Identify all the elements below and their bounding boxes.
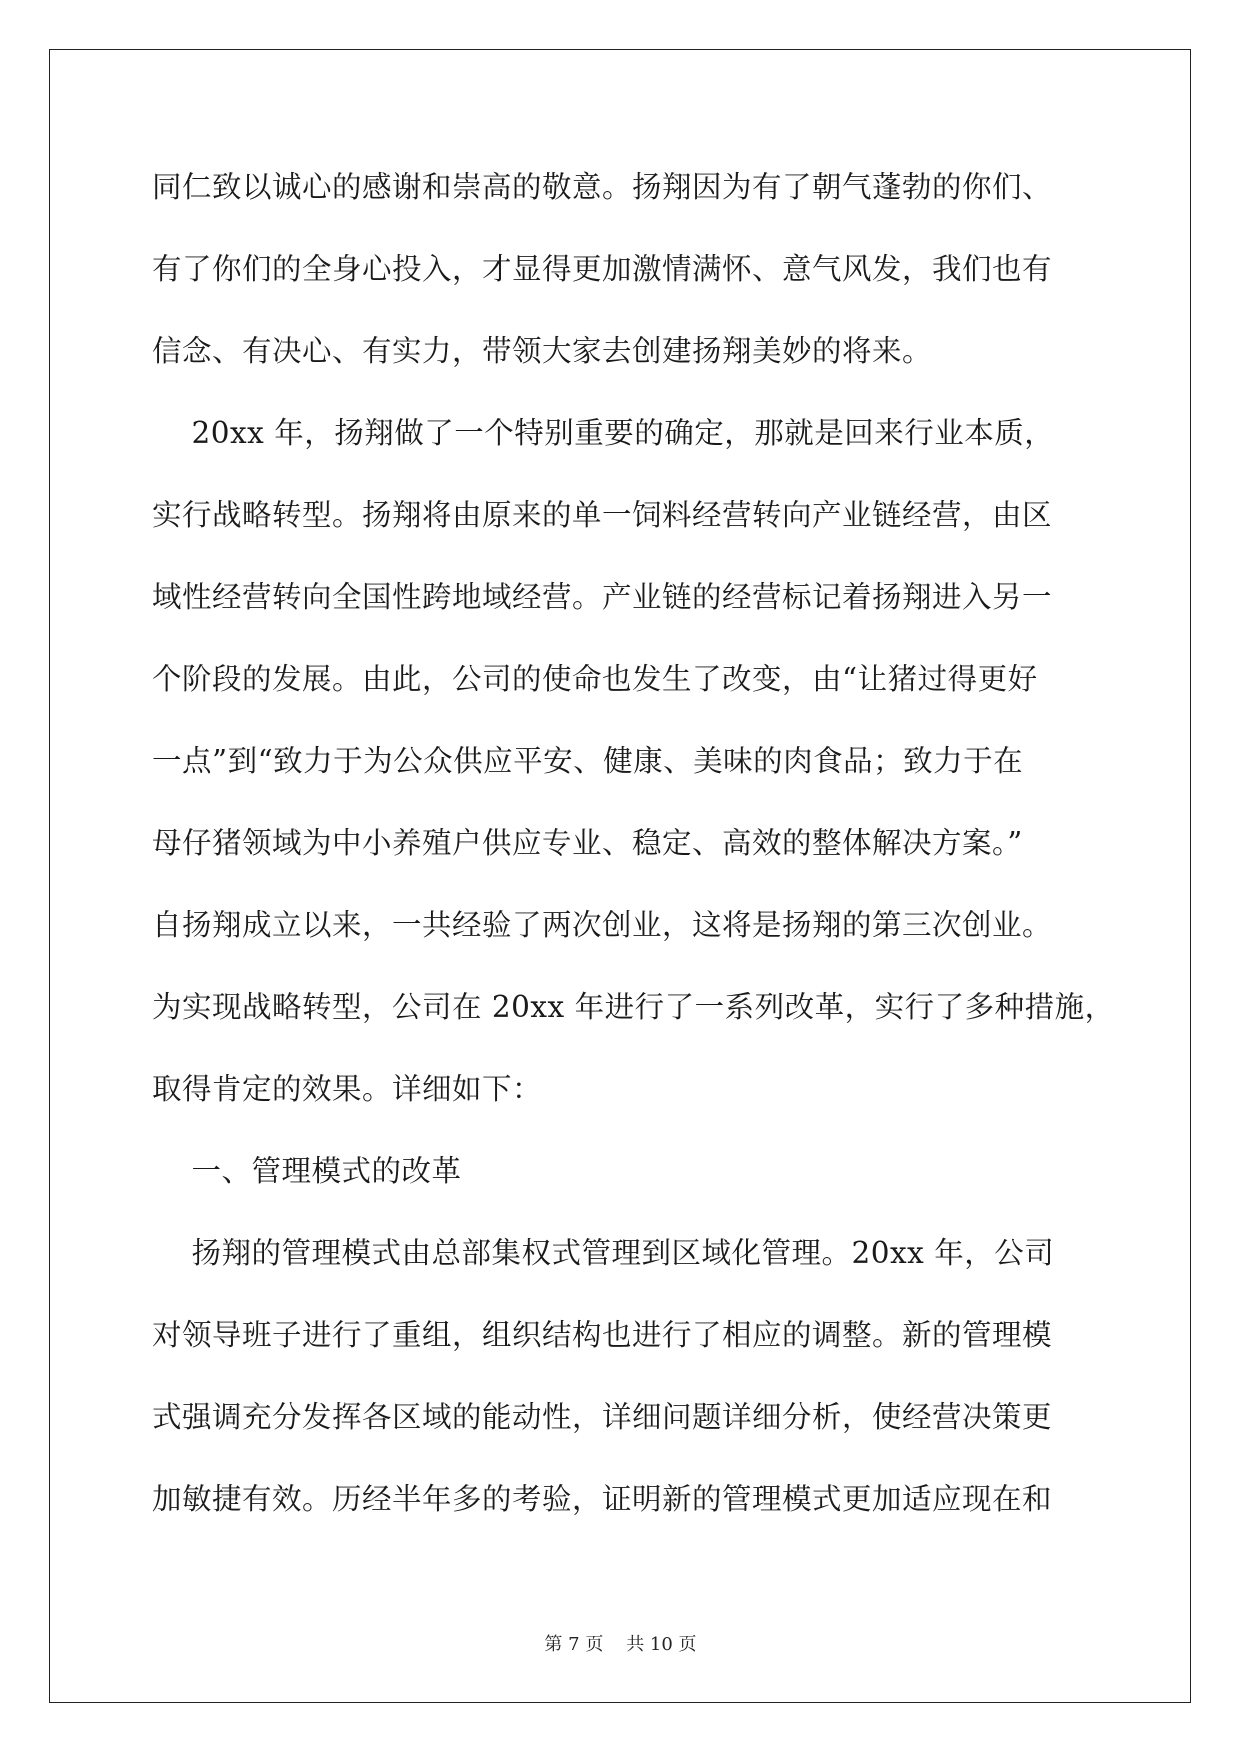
- text-line: 取得肯定的效果。详细如下：: [152, 1072, 543, 1106]
- text-line: 一点”到“致力于为公众供应平安、健康、美味的肉食品；致力于在: [152, 744, 1024, 778]
- text-line: 式强调充分发挥各区域的能动性，详细问题详细分析，使经营决策更: [152, 1400, 1053, 1434]
- text-line: 同仁致以诚心的感谢和崇高的敬意。扬翔因为有了朝气蓬勃的你们、: [152, 170, 1053, 204]
- text-line: 加敏捷有效。历经半年多的考验，证明新的管理模式更加适应现在和: [152, 1482, 1053, 1516]
- text-line: 自扬翔成立以来，一共经验了两次创业，这将是扬翔的第三次创业。: [152, 908, 1053, 942]
- page-number-footer: 第 7 页 共 10 页: [544, 1634, 697, 1655]
- text-line: 为实现战略转型，公司在 20xx 年进行了一系列改革，实行了多种措施，: [152, 990, 1115, 1024]
- text-line: 对领导班子进行了重组，组织结构也进行了相应的调整。新的管理模: [152, 1318, 1053, 1352]
- document-body: [152, 163, 1115, 1557]
- text-line: 域性经营转向全国性跨地域经营。产业链的经营标记着扬翔进入另一: [152, 580, 1053, 614]
- text-line: 扬翔的管理模式由总部集权式管理到区域化管理。20xx 年，公司: [152, 1236, 1055, 1270]
- text-line: 20xx 年，扬翔做了一个特别重要的确定，那就是回来行业本质，: [152, 416, 1055, 450]
- text-line: 个阶段的发展。由此，公司的使命也发生了改变，由“让猪过得更好: [152, 662, 1038, 696]
- text-line: 有了你们的全身心投入，才显得更加激情满怀、意气风发，我们也有: [152, 252, 1053, 286]
- text-line: 信念、有决心、有实力，带领大家去创建扬翔美妙的将来。: [152, 334, 933, 368]
- section-heading: 一、管理模式的改革: [152, 1154, 462, 1188]
- text-line: 实行战略转型。扬翔将由原来的单一饲料经营转向产业链经营，由区: [152, 498, 1053, 532]
- text-line: 母仔猪领域为中小养殖户供应专业、稳定、高效的整体解决方案。”: [152, 826, 1023, 860]
